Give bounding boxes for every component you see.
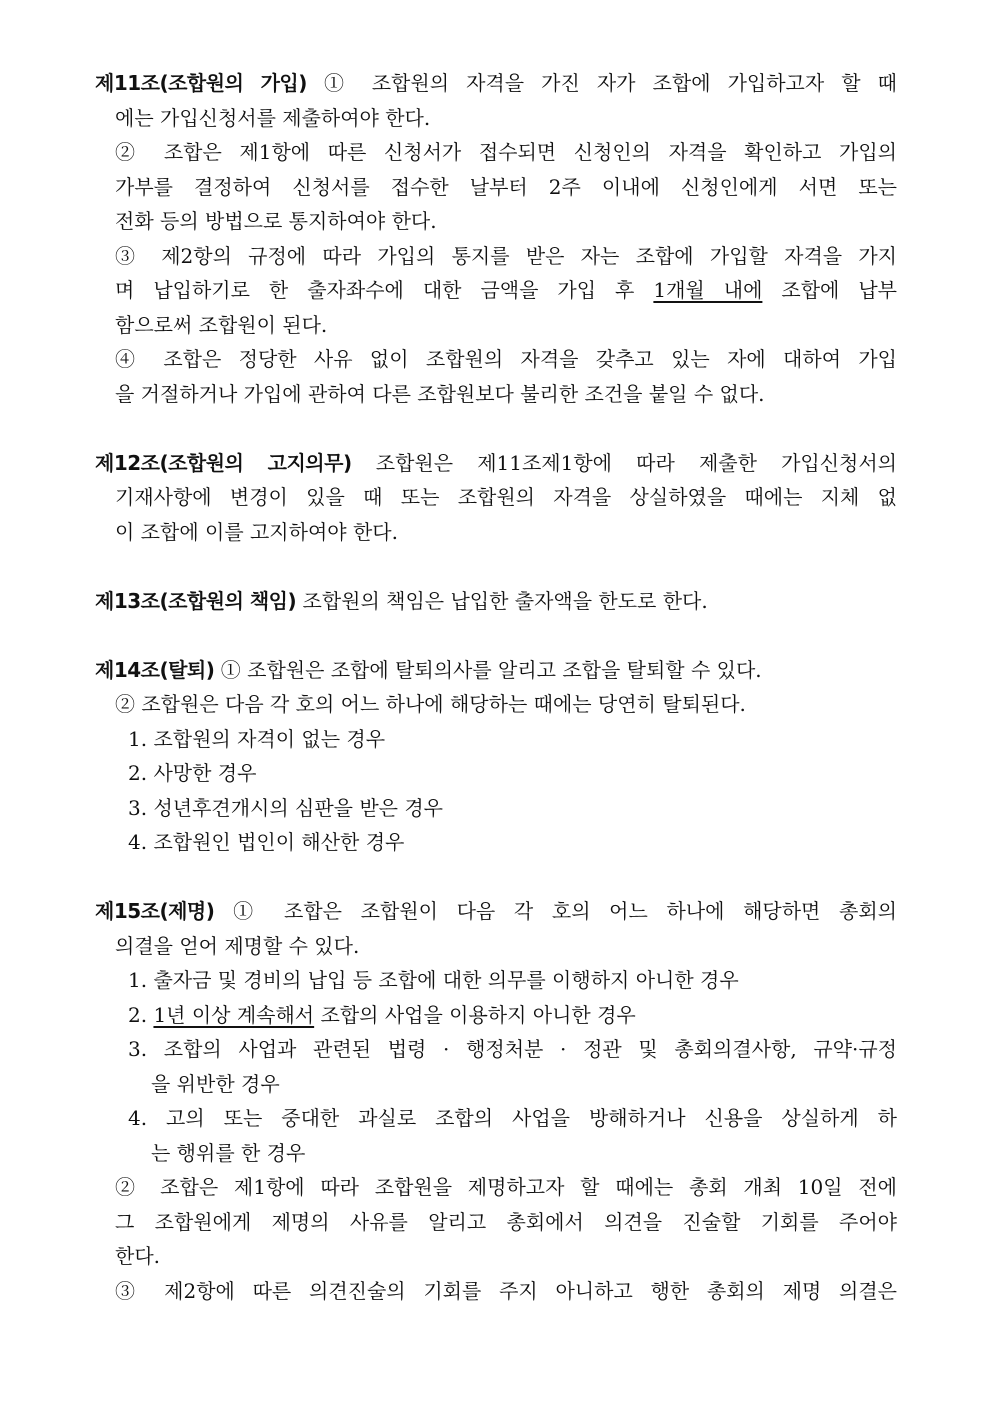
article-11: 제11조(조합원의 가입) ① 조합원의 자격을 가진 자가 조합에 가입하고자 할 때 에는 가입신청서를 제출하여야 한다. ② 조합은 제1항에 따른 신청서가 접수되면 신청인의 자격을 확인하고 가입의 가부를 결정하여 신청서를 접수한 날부터 2주 이내에 신청인에게 서면 또는 전화 등의 방법으로 통지하여야 한다. ③ 제2항의 규정에 따라 가입의 통지를 받은 자는 조합에 가입할 자격을 가지 며 납입하기로 한 출자좌수에 대한 금액을 가입 후 1개월 내에 조합에 납부 함으로써 조합원이 된다. ④ 조합은 정당한 사유 없이 조합원의 자격을 갖추고 있는 자에 대하여 가입 을 거절하거나 가입에 관하여 다른 조합원보다 불리한 조건을 붙일 수 없다.	[95, 66, 897, 411]
underlined-text: 1개월 내에	[653, 278, 763, 302]
article-15-title: 제15조(제명)	[95, 899, 215, 923]
article-14-title: 제14조(탈퇴)	[95, 657, 215, 682]
list-item: 1. 출자금 및 경비의 납입 등 조합에 대한 의무를 이행하지 아니한 경우	[128, 968, 739, 992]
list-item: 2. 사망한 경우	[128, 761, 257, 785]
article-14: 제14조(탈퇴) ① 조합원은 조합에 탈퇴의사를 알리고 조합을 탈퇴할 수 있다. ② 조합원은 다음 각 호의 어느 하나에 해당하는 때에는 당연히 탈퇴된다. 1. 조합원의 자격이 없는 경우 2. 사망한 경우 3. 성년후견개시의 심판을 받은 경우 4. 조합원인 법인이 해산한 경우	[95, 653, 897, 860]
list-item: 1. 조합원의 자격이 없는 경우	[128, 726, 386, 751]
article-13-title: 제13조(조합원의 책임)	[95, 588, 297, 613]
list-item: 2. 1년 이상 계속해서 조합의 사업을 이용하지 아니한 경우	[128, 1002, 636, 1027]
article-15-para-2: ② 조합은 제1항에 따라 조합원을 제명하고자 할 때에는 총회 개최 10일 전에 그 조합원에게 제명의 사유를 알리고 총회에서 의견을 진술할 기회를 주어야 한다.	[115, 1175, 897, 1268]
list-item: 4. 고의 또는 중대한 과실로 조합의 사업을 방해하거나 신용을 상실하게 하 는 행위를 한 경우	[128, 1106, 897, 1165]
article-12-title: 제12조(조합원의 고지의무)	[95, 450, 352, 475]
article-12: 제12조(조합원의 고지의무) 조합원은 제11조제1항에 따라 제출한 가입신청서의 기재사항에 변경이 있을 때 또는 조합원의 자격을 상실하였을 때에는 지체 없 이 조합에 이를 고지하여야 한다.	[95, 450, 897, 544]
article-15: 제15조(제명) ① 조합은 조합원이 다음 각 호의 어느 하나에 해당하면 총회의 의결을 얻어 제명할 수 있다. 1. 출자금 및 경비의 납입 등 조합에 대한 의무를 이행하지 아니한 경우 2. 1년 이상 계속해서 조합의 사업을 이용하지 아니한 경우 3. 조합의 사업과 관련된 법령 · 행정처분 · 정관 및 총회의결사항, 규약·규정 을 위반한 경우 4. 고의 또는 중대한 과실로 조합의 사업을 방해하거나 신용을 상실하게 하 는 행위를 한 경우 ② 조합은 제1항에 따라 조합원을 제명하고자 할 때에는 총회 개최 10일 전에 그 조합원에게 제명의 사유를 알리고 총회에서 의견을 진술할 기회를 주어야 한다. ③ 제2항에 따른 의견진술의 기회를 주지 아니하고 행한 총회의 제명 의결은	[95, 894, 897, 1308]
article-15-para-3: ③ 제2항에 따른 의견진술의 기회를 주지 아니하고 행한 총회의 제명 의결은	[115, 1278, 897, 1303]
article-11-para-3: ③ 제2항의 규정에 따라 가입의 통지를 받은 자는 조합에 가입할 자격을 가지 며 납입하기로 한 출자좌수에 대한 금액을 가입 후 1개월 내에 조합에 납부 함으로써 조합원이 된다.	[115, 243, 897, 337]
list-item: 4. 조합원인 법인이 해산한 경우	[128, 830, 405, 854]
article-11-title: 제11조(조합원의 가입)	[95, 71, 307, 95]
article-11-para-4: ④ 조합은 정당한 사유 없이 조합원의 자격을 갖추고 있는 자에 대하여 가입 을 거절하거나 가입에 관하여 다른 조합원보다 불리한 조건을 붙일 수 없다.	[115, 347, 897, 406]
list-item: 3. 성년후견개시의 심판을 받은 경우	[128, 795, 443, 820]
list-item: 3. 조합의 사업과 관련된 법령 · 행정처분 · 정관 및 총회의결사항, 규약·규정 을 위반한 경우	[128, 1037, 897, 1096]
article-11-para-1: 제11조(조합원의 가입) ① 조합원의 자격을 가진 자가 조합에 가입하고자 할 때	[95, 71, 897, 95]
article-13: 제13조(조합원의 책임) 조합원의 책임은 납입한 출자액을 한도로 한다.	[95, 588, 708, 613]
document-page	[95, 66, 897, 1343]
underlined-text: 1년 이상 계속해서	[153, 1002, 315, 1027]
article-11-para-2: ② 조합은 제1항에 따른 신청서가 접수되면 신청인의 자격을 확인하고 가입의 가부를 결정하여 신청서를 접수한 날부터 2주 이내에 신청인에게 서면 또는 전화 등의 방법으로 통지하여야 한다.	[115, 140, 897, 233]
